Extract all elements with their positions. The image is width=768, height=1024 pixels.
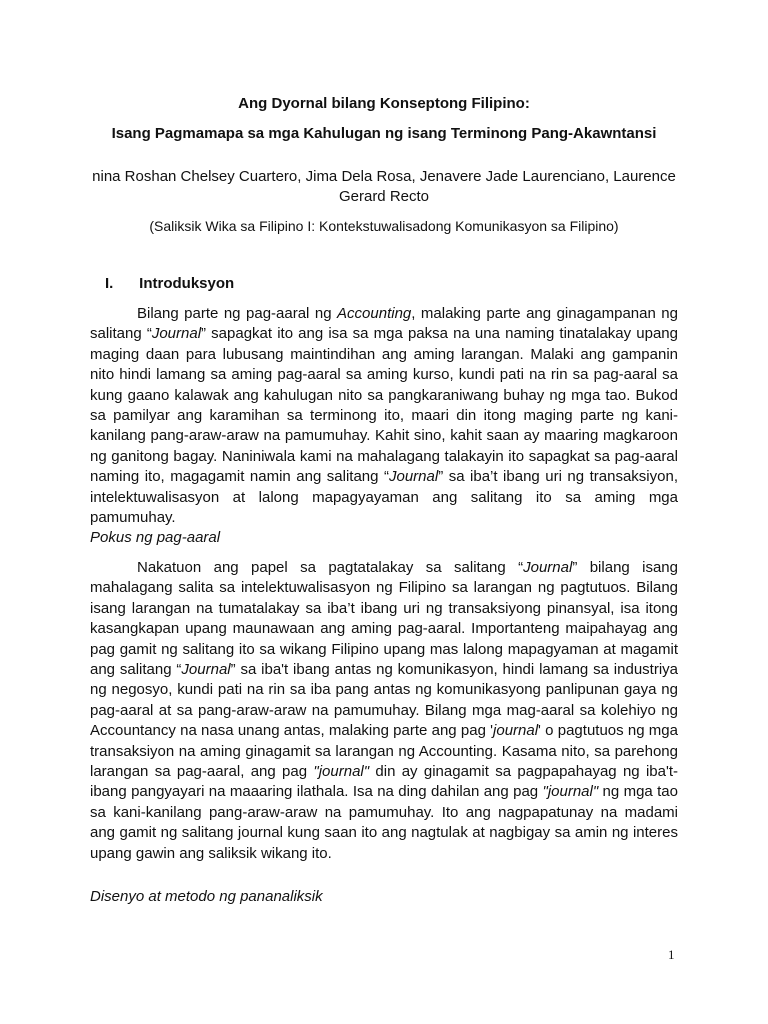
term-accounting: Accounting <box>337 305 412 322</box>
term-journal: Journal <box>389 468 439 486</box>
term-journal: Journal <box>181 661 231 679</box>
term-journal: journal <box>493 722 539 740</box>
term-journal: Journal <box>151 325 202 343</box>
term-journal: "journal" <box>542 783 599 801</box>
term-journal: "journal" <box>313 763 370 781</box>
term-journal: Journal <box>523 559 573 576</box>
title-line-1: Ang Dyornal bilang Konseptong Filipino: <box>238 95 530 112</box>
title-line-2: Isang Pagmamapa sa mga Kahulugan ng isang Terminong Pang-Akawntansi <box>111 125 657 142</box>
section-number: I. <box>105 275 114 292</box>
subheading-pokus: Pokus ng pag-aaral <box>90 529 221 546</box>
affiliation: (Saliksik Wika sa Filipino I: Kontekstuwalisadong Komunikasyon sa Filipino) <box>149 218 619 234</box>
authors: nina Roshan Chelsey Cuartero, Jima Dela Rosa, Jenavere Jade Laurenciano, Laurence Gerard Recto <box>92 168 676 205</box>
subheading-disenyo: Disenyo at metodo ng pananaliksik <box>90 888 323 905</box>
section-heading-introduksyon <box>105 274 234 294</box>
intro-paragraph: Bilang parte ng pag-aaral ng Accounting, malaking parte ang ginagampanan ng salitang “Journal” sapagkat ito ang isa sa mga paksa na una naming tinatalakay upang maging daan para lubusang maintindihan ang aming larangan. Malaki ang gampanin nito hindi lamang sa aming pag-aaral sa aming kurso, kundi pati na rin sa pag-aaral sa kung gaano kalawak ang kahulugan nito sa pangkaraniwang buhay ng mga tao. Bukod sa pamilyar ang karamihan sa terminong ito, maari din itong maging parte ng kani-kanilang pang-araw-araw na pamumuhay. Kahit sino, kahit saan ay maaring magkaroon ng ganitong bagay. Naniniwala kami na mahalagang talakayin ito sapagkat sa pag-aaral naming ito, magagamit namin ang salitang “Journal” sa iba’t ibang uri ng transaksiyon, intelektuwalisasyon at lalong mapagyayaman ang salitang ito sa aming mga pamumuhay. <box>90 305 678 527</box>
pokus-paragraph: Nakatuon ang papel sa pagtatalakay sa salitang “Journal” bilang isang mahalagang salita sa intelektuwalisasyon ng Filipino sa larangan ng pagtutuos. Bilang isang larangan na tumatalakay sa iba’t ibang uri ng transaksiyong pinansyal, isa itong kasangkapan upang maunawaan ang aming pag-aaral. Importanteng maipahayag ang pag gamit ng salitang ito sa wikang Filipino upang mas lalong mapagyaman at magamit ang salitang “Journal” sa iba't ibang antas ng komunikasyon, hindi lamang sa industriya ng negosyo, kundi pati na rin sa iba pang antas ng komunikasyong panlipunan gaya ng pag-aaral at sa pang-araw-araw na pamumuhay. Bilang mga mag-aaral sa kolehiyo ng Accountancy na nasa unang antas, malaking parte ang pag 'journal' o pagtutuos ng mga transaksiyon na aming ginagamit sa larangan ng Accounting. Kasama nito, sa parehong larangan sa pag-aaral, ang pag "journal" din ay ginagamit sa pagpapahayag ng iba't-ibang pangyayari na maaaring ilathala. Isa na ding dahilan ang pag "journal" ng mga tao sa kani-kanilang pang-araw-araw na pamumuhay. Ito ang nagpapatunay na madami ang gamit ng salitang journal kung saan ito ang nagtulak at nagbigay sa amin ng interes upang gawin ang saliksik wikang ito. <box>90 559 679 862</box>
page-number: 1 <box>668 947 675 962</box>
section-title: Introduksyon <box>139 275 235 292</box>
